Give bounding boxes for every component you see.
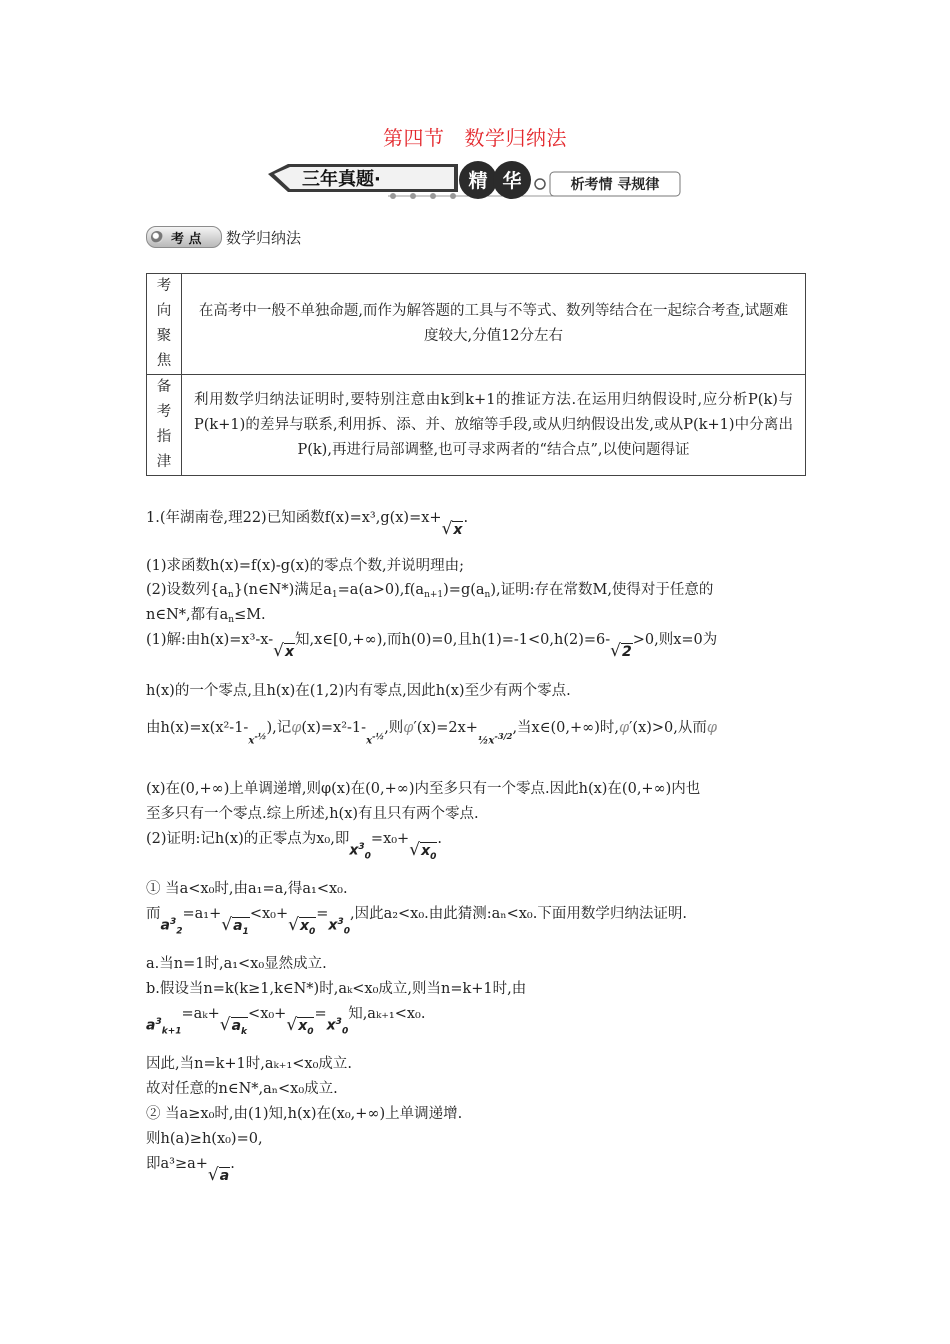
sol-text: =: [316, 906, 329, 922]
sol-text: ′(x)=2x+: [413, 720, 478, 736]
x0-cubed: $x^3_0$: [328, 917, 350, 937]
sol-text: <x₀+: [249, 906, 289, 922]
phi-symbol: φ: [291, 720, 302, 736]
table-row: [147, 274, 806, 375]
sol-text: <x₀+: [248, 1006, 287, 1022]
phi-symbol: φ: [706, 720, 718, 736]
sol-text: 知,x∈[0,+∞),而h(0)=0,且h(1)=-1<0,h(2)=6-: [295, 632, 611, 648]
power-x-neg-half: $x^{-\frac{1}{2}}$: [248, 730, 267, 746]
sol-text: =: [314, 1006, 327, 1022]
problem-intro-text: 1.(年湖南卷,理22)已知函数f(x)=x³,g(x)=x+: [146, 510, 442, 526]
section-banner: [268, 158, 688, 204]
label-char: 津: [156, 454, 172, 470]
solution-line-1: [146, 628, 718, 661]
solution-line-6: (2)证明:记h(x)的正零点为x₀,即$x^3_0=x_0+√x_0$.: [146, 831, 442, 862]
sol-text: ,则: [384, 720, 404, 736]
sqrt-x0: $√x_0$: [286, 1015, 314, 1037]
q2-text: ),证明:存在常数M,使得对于任意的: [490, 582, 714, 598]
solution-line-16: 即a³≥a+√a.: [146, 1156, 235, 1185]
sol-text: >0,则x=0为: [632, 632, 718, 648]
q2-text: )=g(a: [443, 582, 485, 598]
sqrt-2: √2: [610, 641, 632, 661]
section-number: 第四节: [383, 126, 445, 150]
solution-line-10: b.假设当n=k(k≥1,k∈N*)时,aₖ<x₀成立,则当n=k+1时,由: [146, 981, 527, 997]
banner-badge-2: 华: [502, 170, 522, 192]
sqrt-x0: $√x_0$: [409, 840, 437, 862]
sol-text: ,因此a₂<x₀.由此猜测:aₙ<x₀.下面用数学归纳法证明.: [349, 906, 687, 922]
label-char: 焦: [156, 353, 172, 369]
kaodian-badge-label: 考 点: [171, 231, 202, 247]
table-row: [147, 375, 806, 476]
sol-text: 即a³≥a+: [146, 1156, 208, 1172]
banner-tagline: 析考情 寻规律: [570, 177, 660, 193]
solution-line-14: ② 当a≥x₀时,由(1)知,h(x)在(x₀,+∞)上单调递增.: [146, 1106, 463, 1122]
problem-q1: (1)求函数h(x)=f(x)-g(x)的零点个数,并说明理由;: [146, 558, 465, 574]
row-content-guide: 利用数学归纳法证明时,要特别注意由k到k+1的推证方法.在运用归纳假设时,应分析P(k)与P(k+1)的差异与联系,利用拆、添、并、放缩等手段,或从归纳假设出发,或从P(k+1)中分离出P(k),再进行局部调整,也可寻求两者的“结合点”,以使问题得证: [182, 375, 806, 476]
sqrt-ak: $√a_k$: [219, 1015, 248, 1037]
sol-text: 知,aₖ₊₁<x₀.: [348, 1006, 426, 1022]
q2-text: n∈N*,都有a: [146, 607, 229, 623]
bullet-icon: [151, 231, 163, 243]
solution-line-8: [146, 902, 687, 937]
solution-line-15: 则h(a)≥h(x₀)=0,: [146, 1131, 263, 1147]
label-char: 备: [156, 379, 172, 395]
label-char: 聚: [156, 328, 172, 344]
banner-badge-1: 精: [468, 170, 488, 192]
q2-text: (2)设数列{a: [146, 582, 228, 598]
power-x-neg-half: $x^{-\frac{1}{2}}$: [366, 730, 385, 746]
sqrt-a: √a: [207, 1165, 230, 1185]
label-char: 考: [156, 404, 172, 420]
x0-cubed: $x^3_0$: [326, 1017, 349, 1037]
section-topic: 数学归纳法: [464, 126, 567, 150]
solution-line-9: a.当n=1时,a₁<x₀显然成立.: [146, 956, 327, 972]
q2-text: =a(a>0),f(a: [337, 582, 425, 598]
sqrt-a1: $√a_1$: [221, 915, 249, 937]
sol-text: ′(x)>0,从而: [629, 720, 707, 736]
solution-line-2: h(x)的一个零点,且h(x)在(1,2)内有零点,因此h(x)至少有两个零点.: [146, 683, 571, 699]
sol-text: 而: [146, 906, 161, 922]
row-content-focus: 在高考中一般不单独命题,而作为解答题的工具与不等式、数列等结合在一起综合考查,试题难度较大,分值12分左右: [182, 274, 806, 375]
banner-main-text: 三年真题·: [302, 169, 381, 190]
kaodian-topic: 数学归纳法: [226, 228, 302, 247]
kaodian-header: [146, 226, 301, 248]
problem-intro: 1.(年湖南卷,理22)已知函数f(x)=x³,g(x)=x+√x.: [146, 510, 469, 539]
label-char: 向: [156, 303, 172, 319]
problem-q2: (2)设数列$\{a_n\}(n\in N*)$满足$a_1=a(a>0),f(a_{n+1})=g(a_n)$,证明:存在常数M,使得对于任意的: [146, 582, 714, 600]
problem-q2-cont: n∈N*,都有$a_n\le M$.: [146, 607, 266, 625]
q2-text: }(n∈N*)满足a: [233, 582, 332, 598]
page-title: [0, 122, 950, 151]
row-label-guide: [147, 375, 182, 476]
solution-line-4: (x)在(0,+∞)上单调递增,则φ(x)在(0,+∞)内至多只有一个零点.因此h(x)在(0,+∞)内也: [146, 781, 701, 797]
sol-text: (x)=x²-1-: [301, 720, 367, 736]
solution-line-13: 故对任意的n∈N*,aₙ<x₀成立.: [146, 1081, 338, 1097]
sol-text: =a₁+: [182, 906, 222, 922]
power-half-x-neg-three-half: $\frac{1}{2}x^{-3/2}$: [477, 730, 513, 746]
sol-text: 由h(x)=x(x²-1-: [146, 720, 249, 736]
solution-line-3: [146, 716, 718, 746]
sol-text: (1)解:由h(x)=x³-x-: [146, 632, 274, 648]
label-char: 指: [156, 429, 172, 445]
phi-symbol: φ: [403, 720, 414, 736]
sqrt-x: √x: [441, 519, 463, 539]
sol-text: ,当x∈(0,+∞)时,: [512, 720, 619, 736]
sqrt-x0: $√x_0$: [288, 915, 316, 937]
sol-text: =aₖ+: [181, 1006, 220, 1022]
ak1-cubed: $a^3_{k+1}$: [146, 1017, 182, 1037]
solution-line-12: 因此,当n=k+1时,aₖ₊₁<x₀成立.: [146, 1056, 353, 1072]
exam-info-table: [146, 273, 806, 476]
sol-text: =x₀+: [370, 831, 410, 847]
sol-text: (2)证明:记h(x)的正零点为x₀,即: [146, 831, 350, 847]
kaodian-badge: [146, 226, 222, 248]
x0-cubed: $x^3_0$: [349, 842, 371, 862]
phi-symbol: φ: [618, 720, 630, 736]
label-char: 考: [156, 278, 172, 294]
q2-text: ≤M.: [234, 607, 266, 623]
solution-line-7: ① 当a<x₀时,由a₁=a,得a₁<x₀.: [146, 881, 348, 897]
sqrt-x: √x: [273, 641, 294, 661]
a2-cubed: $a^3_2$: [160, 917, 183, 937]
solution-line-5: 至多只有一个零点.综上所述,h(x)有且只有两个零点.: [146, 806, 479, 822]
sol-text: ),记: [266, 720, 292, 736]
row-label-focus: [147, 274, 182, 375]
solution-line-11: [146, 1002, 426, 1037]
